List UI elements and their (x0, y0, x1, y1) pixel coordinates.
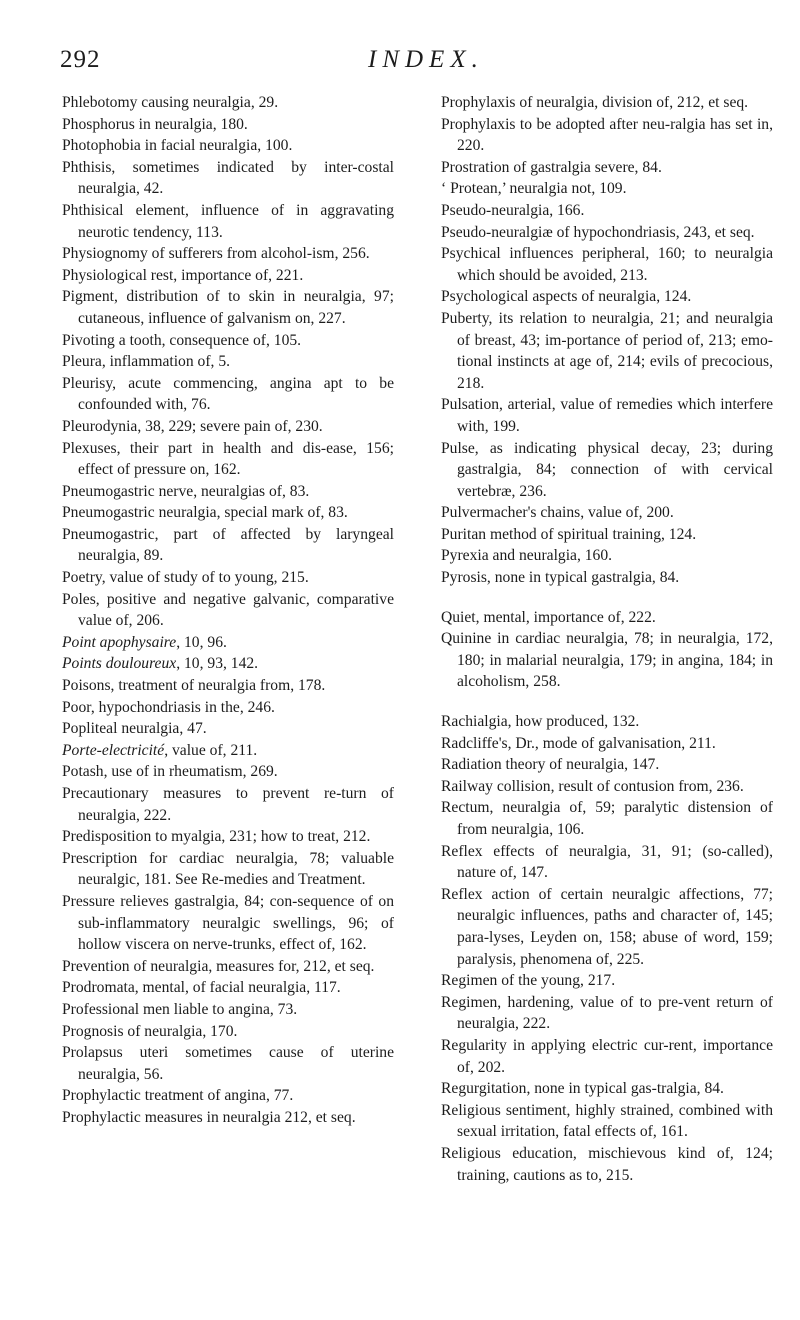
index-entry: Pulse, as indicating physical decay, 23; during gastralgia, 84; connection of with cervical vertebræ, 236. (441, 439, 773, 500)
index-entry: Radiation theory of neuralgia, 147. (441, 756, 660, 774)
index-entry: Puritan method of spiritual training, 124. (441, 525, 697, 543)
index-entry: Reflex effects of neuralgia, 31, 91; (so-called), nature of, 147. (441, 842, 773, 882)
italic-term: Points douloureux (62, 655, 177, 673)
index-entry: Pneumogastric nerve, neuralgias of, 83. (62, 482, 310, 500)
index-entry: Pyrosis, none in typical gastralgia, 84. (441, 569, 680, 587)
index-entry: Prescription for cardiac neuralgia, 78; valuable neuralgic, 181. See Re-medies and Treatment. (62, 849, 394, 889)
index-entry: Pulvermacher's chains, value of, 200. (441, 504, 674, 522)
index-entry: Physiological rest, importance of, 221. (62, 266, 304, 284)
index-entry: Puberty, its relation to neuralgia, 21; and neuralgia of breast, 43; im-portance of period of, 213; emo-tional instincts at age of, 214; evils of precocious, 218. (441, 309, 773, 392)
italic-term: Porte-electricité (62, 741, 165, 759)
index-entry: Physiognomy of sufferers from alcohol-ism, 256. (62, 245, 370, 263)
index-entry: Prophylactic treatment of angina, 77. (62, 1087, 294, 1105)
index-entry: Predisposition to myalgia, 231; how to treat, 212. (62, 828, 371, 846)
index-entry: Psychical influences peripheral, 160; to neuralgia which should be avoided, 213. (441, 245, 773, 284)
section-gap (441, 589, 773, 607)
index-column-left (62, 92, 394, 1129)
index-entry: Pseudo-neuralgia, 166. (441, 201, 585, 219)
index-entry: Regurgitation, none in typical gas-tralgia, 84. (441, 1080, 724, 1098)
index-entry: Pyrexia and neuralgia, 160. (441, 547, 613, 565)
index-entry: Quiet, mental, importance of, 222. (441, 608, 656, 626)
index-entry: Pneumogastric neuralgia, special mark of, 83. (62, 504, 348, 522)
index-entry: Prophylaxis to be adopted after neu-ralgia has set in, 220. (441, 115, 773, 155)
index-entry: Popliteal neuralgia, 47. (62, 720, 207, 738)
index-entry: Prevention of neuralgia, measures for, 212, et seq. (62, 957, 375, 975)
index-entry: Professional men liable to angina, 73. (62, 1000, 298, 1018)
italic-term: Point apophysaire (62, 633, 177, 651)
index-entry: Prostration of gastralgia severe, 84. (441, 158, 662, 176)
index-entry: Pigment, distribution of to skin in neuralgia, 97; cutaneous, influence of galvanism on, 227. (62, 288, 394, 327)
index-entry: Poor, hypochondriasis in the, 246. (62, 698, 275, 716)
index-entry: ‘ Protean,’ neuralgia not, 109. (441, 180, 627, 198)
index-entry: Prophylactic measures in neuralgia 212, et seq. (62, 1108, 356, 1126)
index-entry: Prolapsus uteri sometimes cause of uterine neuralgia, 56. (62, 1044, 394, 1083)
index-entry: Pulsation, arterial, value of remedies which interfere with, 199. (441, 396, 773, 435)
index-entry: Poetry, value of study of to young, 215. (62, 569, 309, 587)
index-entry: Pressure relieves gastralgia, 84; con-sequence of on sub-inflammatory neuralgic swellings, 96; of hollow viscera on nerve-trunks, effect of, 162. (62, 892, 394, 954)
index-entry: Potash, use of in rheumatism, 269. (62, 763, 278, 781)
index-entry: Railway collision, result of contusion from, 236. (441, 777, 744, 795)
index-entry: Point apophysaire, 10, 96. (62, 633, 227, 651)
index-entry: Quinine in cardiac neuralgia, 78; in neuralgia, 172, 180; in malarial neuralgia, 179; in angina, 184; in alcoholism, 258. (441, 630, 773, 691)
index-entry: Poles, positive and negative galvanic, comparative value of, 206. (62, 590, 394, 630)
index-entry: Reflex action of certain neuralgic affections, 77; neuralgic influences, paths and character of, 145; para-lyses, Leyden on, 158; abuse of word, 159; paralysis, phenomena of, 225. (441, 885, 773, 968)
index-entry: Regimen, hardening, value of to pre-vent return of neuralgia, 222. (441, 993, 773, 1033)
index-entry: Pleurodynia, 38, 229; severe pain of, 230. (62, 417, 323, 435)
index-entry: Regularity in applying electric cur-rent, importance of, 202. (441, 1036, 773, 1076)
index-entry: Plexuses, their part in health and dis-ease, 156; effect of pressure on, 162. (62, 439, 394, 479)
index-entry: Pleura, inflammation of, 5. (62, 353, 231, 371)
index-entry: Regimen of the young, 217. (441, 972, 616, 990)
index-entry: Psychological aspects of neuralgia, 124. (441, 288, 692, 306)
page-header (0, 18, 800, 73)
index-entry: Pneumogastric, part of affected by laryngeal neuralgia, 89. (62, 525, 394, 565)
index-entry: Prophylaxis of neuralgia, division of, 212, et seq. (441, 94, 749, 111)
index-entry: Pivoting a tooth, consequence of, 105. (62, 331, 302, 349)
index-entry: Precautionary measures to prevent re-turn of neuralgia, 222. (62, 785, 394, 824)
page-number: 292 (60, 46, 101, 73)
index-entry: Rectum, neuralgia of, 59; paralytic distension of from neuralgia, 106. (441, 799, 773, 838)
index-entry: Points douloureux, 10, 93, 142. (62, 655, 259, 673)
index-column-right (441, 92, 773, 1186)
index-entry: Phthisical element, influence of in aggravating neurotic tendency, 113. (62, 201, 394, 241)
index-entry: Photophobia in facial neuralgia, 100. (62, 137, 293, 155)
index-entry: Religious education, mischievous kind of, 124; training, cautions as to, 215. (441, 1144, 773, 1184)
index-entry: Religious sentiment, highly strained, combined with sexual irritation, fatal effects of, 161. (441, 1101, 773, 1141)
index-entry: Phosphorus in neuralgia, 180. (62, 115, 248, 133)
index-entry: Poisons, treatment of neuralgia from, 178. (62, 677, 326, 695)
index-entry: Porte-electricité, value of, 211. (62, 741, 258, 759)
index-entry: Prodromata, mental, of facial neuralgia, 117. (62, 979, 341, 997)
index-entry: Rachialgia, how produced, 132. (441, 713, 640, 731)
running-title: INDEX. (368, 46, 484, 73)
section-gap (441, 693, 773, 711)
index-entry: Pleurisy, acute commencing, angina apt to be confounded with, 76. (62, 374, 394, 414)
index-entry: Pseudo-neuralgiæ of hypochondriasis, 243, et seq. (441, 223, 755, 241)
index-entry: Phthisis, sometimes indicated by inter-costal neuralgia, 42. (62, 158, 394, 198)
index-entry: Prognosis of neuralgia, 170. (62, 1022, 238, 1040)
index-entry: Phlebotomy causing neuralgia, 29. (62, 94, 279, 111)
index-entry: Radcliffe's, Dr., mode of galvanisation, 211. (441, 734, 716, 752)
